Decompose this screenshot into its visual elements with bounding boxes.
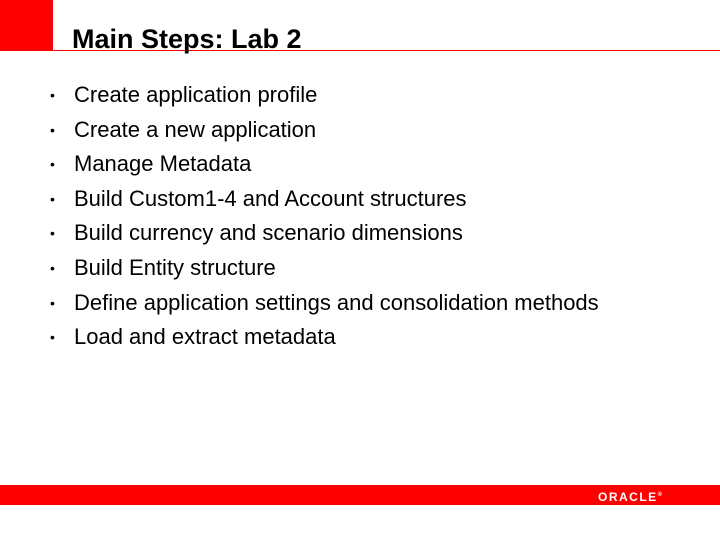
registered-mark: ® — [657, 492, 663, 498]
bullet-dot-icon: • — [50, 294, 55, 311]
oracle-logo — [598, 487, 662, 505]
bullet-dot-icon: • — [50, 156, 55, 173]
bullet-dot-icon: • — [50, 225, 55, 242]
bullet-dot-icon: • — [50, 87, 55, 103]
bullet-text: Define application settings and consolidation methods — [74, 289, 599, 315]
bullet-dot-icon: • — [50, 259, 55, 276]
slide-title: Main Steps: Lab 2 — [72, 24, 302, 54]
bullet-dot-icon: • — [50, 121, 55, 138]
corner-accent-block — [0, 0, 53, 51]
bullet-text: Manage Metadata — [74, 151, 252, 177]
logo-text: ORACLE — [598, 490, 658, 504]
bullet-text: Build currency and scenario dimensions — [74, 220, 463, 246]
bullet-text: Create a new application — [74, 116, 317, 142]
bullet-dot-icon: • — [50, 329, 55, 346]
bullet-text: Build Entity structure — [74, 254, 276, 280]
bullet-text: Load and extract metadata — [74, 324, 336, 350]
bullet-text: Create application profile — [74, 82, 318, 107]
bullet-dot-icon: • — [50, 190, 55, 207]
bullet-text: Build Custom1-4 and Account structures — [74, 185, 467, 211]
